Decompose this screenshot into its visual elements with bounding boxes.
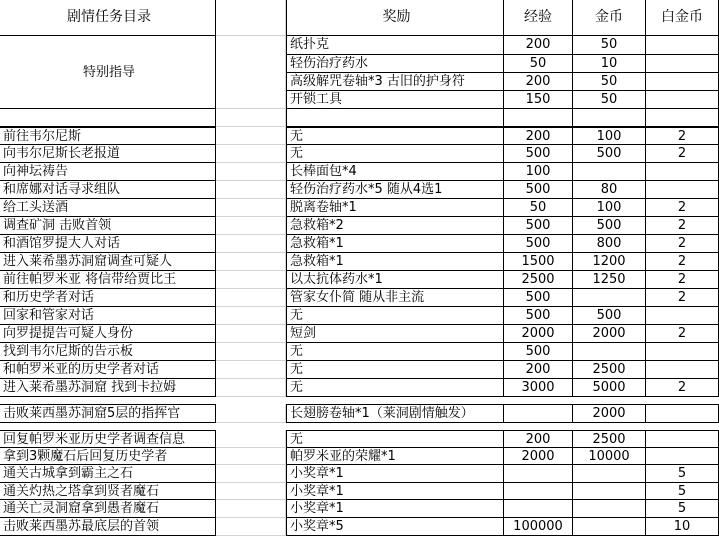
- platinum-cell[interactable]: 2: [646, 325, 719, 343]
- gold-cell[interactable]: [573, 289, 646, 307]
- platinum-cell[interactable]: 2: [646, 289, 719, 307]
- reward-cell[interactable]: 无: [286, 430, 504, 448]
- reward-cell[interactable]: 轻伤治疗药水*5 随从4选1: [286, 181, 504, 199]
- task-name-cell[interactable]: 进入莱希墨苏洞窟调查可疑人: [0, 253, 216, 271]
- platinum-cell[interactable]: 2: [646, 379, 719, 397]
- exp-cell[interactable]: 1500: [504, 253, 573, 271]
- empty-cell[interactable]: [216, 109, 286, 127]
- table-row: [0, 253, 719, 271]
- exp-cell[interactable]: 500: [504, 235, 573, 253]
- table-row: [0, 518, 719, 536]
- task-name-cell[interactable]: 前往帕罗米亚 将信带给贾比王: [0, 271, 216, 289]
- empty-cell[interactable]: [216, 217, 286, 235]
- platinum-cell[interactable]: 5: [646, 465, 719, 483]
- gold-cell[interactable]: 2500: [573, 430, 646, 448]
- empty-cell[interactable]: [504, 109, 573, 127]
- reward-cell[interactable]: 无: [286, 307, 504, 325]
- empty-cell[interactable]: [216, 127, 286, 145]
- table-row: [0, 163, 719, 181]
- table-row: [0, 307, 719, 325]
- table-row: [0, 217, 719, 235]
- platinum-cell[interactable]: 2: [646, 127, 719, 145]
- reward-cell[interactable]: 轻伤治疗药水: [286, 55, 504, 73]
- task-name-cell[interactable]: 和帕罗米亚的历史学者对话: [0, 361, 216, 379]
- task-name-cell[interactable]: 给工头送酒: [0, 199, 216, 217]
- reward-cell[interactable]: 无: [286, 361, 504, 379]
- platinum-cell[interactable]: [646, 181, 719, 199]
- reward-cell[interactable]: 急救箱*1: [286, 253, 504, 271]
- exp-cell[interactable]: 500: [504, 343, 573, 361]
- special-guidance-label[interactable]: 特别指导: [0, 36, 216, 109]
- empty-cell[interactable]: [573, 109, 646, 127]
- table-row: [0, 448, 719, 466]
- header-platinum[interactable]: 白金币: [646, 0, 719, 36]
- exp-cell[interactable]: [504, 483, 573, 501]
- empty-cell[interactable]: [216, 361, 286, 379]
- empty-cell[interactable]: [216, 235, 286, 253]
- platinum-cell[interactable]: 2: [646, 145, 719, 163]
- platinum-cell[interactable]: [646, 36, 719, 55]
- empty-cell[interactable]: [216, 379, 286, 397]
- task-name-cell[interactable]: 向韦尔尼斯长老报道: [0, 145, 216, 163]
- gold-cell[interactable]: 5000: [573, 379, 646, 397]
- platinum-cell[interactable]: [646, 163, 719, 181]
- exp-cell[interactable]: 500: [504, 181, 573, 199]
- empty-cell[interactable]: [646, 109, 719, 127]
- reward-cell[interactable]: 开锁工具: [286, 91, 504, 109]
- empty-cell[interactable]: [216, 271, 286, 289]
- platinum-cell[interactable]: 2: [646, 217, 719, 235]
- reward-cell[interactable]: 纸扑克: [286, 36, 504, 55]
- reward-cell[interactable]: 无: [286, 343, 504, 361]
- empty-cell[interactable]: [216, 163, 286, 181]
- exp-cell[interactable]: 50: [504, 55, 573, 73]
- platinum-cell[interactable]: [646, 430, 719, 448]
- exp-cell[interactable]: [504, 465, 573, 483]
- table-row: [0, 145, 719, 163]
- empty-cell[interactable]: [216, 145, 286, 163]
- task-name-cell[interactable]: 调查矿洞 击败首领: [0, 217, 216, 235]
- table-row: [0, 271, 719, 289]
- empty-cell[interactable]: [0, 109, 216, 127]
- table-row: [0, 379, 719, 397]
- empty-cell[interactable]: [216, 307, 286, 325]
- task-name-cell[interactable]: 拿到3颗魔石后回复历史学者: [0, 448, 216, 466]
- empty-cell[interactable]: [216, 199, 286, 217]
- exp-cell[interactable]: 100: [504, 163, 573, 181]
- reward-cell[interactable]: 管家女仆简 随从非主流: [286, 289, 504, 307]
- reward-cell[interactable]: 长翅膀卷轴*1（莱洞剧情触发）: [286, 404, 504, 423]
- reward-cell[interactable]: 无: [286, 379, 504, 397]
- task-name-cell[interactable]: 和酒馆罗提大人对话: [0, 235, 216, 253]
- exp-cell[interactable]: 150: [504, 91, 573, 109]
- platinum-cell[interactable]: 5: [646, 483, 719, 501]
- header-title[interactable]: 剧情任务目录: [0, 0, 216, 36]
- gold-cell[interactable]: 80: [573, 181, 646, 199]
- header-exp[interactable]: 经验: [504, 0, 573, 36]
- header-row: [0, 0, 719, 36]
- platinum-cell[interactable]: [646, 448, 719, 466]
- empty-cell[interactable]: [286, 109, 504, 127]
- gold-cell[interactable]: 500: [573, 307, 646, 325]
- gold-cell[interactable]: 1250: [573, 271, 646, 289]
- table-row: [0, 343, 719, 361]
- exp-cell[interactable]: 500: [504, 307, 573, 325]
- exp-cell[interactable]: 2000: [504, 448, 573, 466]
- exp-cell[interactable]: 500: [504, 289, 573, 307]
- table-row: [0, 483, 719, 501]
- task-name-cell[interactable]: 和历史学者对话: [0, 289, 216, 307]
- special-reward-row: [0, 73, 719, 91]
- platinum-cell[interactable]: [646, 73, 719, 91]
- empty-cell[interactable]: [216, 518, 286, 536]
- gold-cell[interactable]: 100: [573, 199, 646, 217]
- platinum-cell[interactable]: [646, 404, 719, 423]
- reward-cell[interactable]: 帕罗米亚的荣耀*1: [286, 448, 504, 466]
- task-name-cell[interactable]: 回复帕罗米亚历史学者调查信息: [0, 430, 216, 448]
- exp-cell[interactable]: 50: [504, 199, 573, 217]
- empty-cell[interactable]: [216, 430, 286, 448]
- task-name-cell[interactable]: 击败莱西墨苏最底层的首领: [0, 518, 216, 536]
- exp-cell[interactable]: 200: [504, 430, 573, 448]
- header-gold[interactable]: 金币: [573, 0, 646, 36]
- gold-cell[interactable]: 2500: [573, 361, 646, 379]
- reward-cell[interactable]: 小奖章*1: [286, 465, 504, 483]
- gold-cell[interactable]: 10: [573, 55, 646, 73]
- platinum-cell[interactable]: 5: [646, 500, 719, 518]
- task-name-cell[interactable]: 和席娜对话寻求组队: [0, 181, 216, 199]
- table-row: [0, 181, 719, 199]
- gold-cell[interactable]: 800: [573, 235, 646, 253]
- exp-cell[interactable]: 100000: [504, 518, 573, 536]
- exp-cell[interactable]: 200: [504, 36, 573, 55]
- empty-cell[interactable]: [216, 0, 286, 36]
- table-row: [0, 325, 719, 343]
- platinum-cell[interactable]: 2: [646, 253, 719, 271]
- gold-cell[interactable]: [573, 500, 646, 518]
- empty-cell[interactable]: [216, 325, 286, 343]
- platinum-cell[interactable]: 10: [646, 518, 719, 536]
- reward-cell[interactable]: 短剑: [286, 325, 504, 343]
- table-row: [0, 199, 719, 217]
- special-reward-row: [0, 55, 719, 73]
- platinum-cell[interactable]: [646, 361, 719, 379]
- empty-cell[interactable]: [216, 448, 286, 466]
- empty-cell[interactable]: [216, 289, 286, 307]
- gold-cell[interactable]: [573, 518, 646, 536]
- header-reward[interactable]: 奖励: [286, 0, 504, 36]
- reward-cell[interactable]: 脱离卷轴*1: [286, 199, 504, 217]
- exp-cell[interactable]: [504, 404, 573, 423]
- exp-cell[interactable]: 200: [504, 73, 573, 91]
- gold-cell[interactable]: 50: [573, 73, 646, 91]
- platinum-cell[interactable]: [646, 343, 719, 361]
- exp-cell[interactable]: 200: [504, 127, 573, 145]
- task-name-cell[interactable]: 进入莱希墨苏洞窟 找到卡拉姆: [0, 379, 216, 397]
- task-name-cell[interactable]: 回家和管家对话: [0, 307, 216, 325]
- table-row: [0, 127, 719, 145]
- exp-cell[interactable]: [504, 500, 573, 518]
- gold-cell[interactable]: 10000: [573, 448, 646, 466]
- exp-cell[interactable]: 200: [504, 361, 573, 379]
- empty-cell[interactable]: [216, 404, 286, 423]
- table-row: [0, 465, 719, 483]
- task-name-cell[interactable]: 通关古城拿到霸主之石: [0, 465, 216, 483]
- gold-cell[interactable]: 2000: [573, 325, 646, 343]
- gold-cell[interactable]: [573, 483, 646, 501]
- empty-cell[interactable]: [216, 343, 286, 361]
- gold-cell[interactable]: 500: [573, 145, 646, 163]
- task-name-cell[interactable]: 向罗提提告可疑人身份: [0, 325, 216, 343]
- task-name-cell[interactable]: 前往韦尔尼斯: [0, 127, 216, 145]
- reward-cell[interactable]: 无: [286, 145, 504, 163]
- task-name-cell[interactable]: 通关亡灵洞窟拿到愚者魔石: [0, 500, 216, 518]
- task-name-cell[interactable]: 找到韦尔尼斯的告示板: [0, 343, 216, 361]
- task-name-cell[interactable]: 向神坛祷告: [0, 163, 216, 181]
- gold-cell[interactable]: 2000: [573, 404, 646, 423]
- reward-cell[interactable]: 高级解咒卷轴*3 古旧的护身符: [286, 73, 504, 91]
- exp-cell[interactable]: 2500: [504, 271, 573, 289]
- task-name-cell[interactable]: 击败莱西墨苏洞窟5层的指挥官: [0, 404, 216, 423]
- gold-cell[interactable]: 100: [573, 127, 646, 145]
- table-row: [0, 361, 719, 379]
- gold-cell[interactable]: 500: [573, 217, 646, 235]
- gold-cell[interactable]: [573, 163, 646, 181]
- reward-cell[interactable]: 无: [286, 127, 504, 145]
- exp-cell[interactable]: 3000: [504, 379, 573, 397]
- reward-cell[interactable]: 小奖章*1: [286, 483, 504, 501]
- table-row: [0, 404, 719, 423]
- exp-cell[interactable]: 500: [504, 145, 573, 163]
- special-reward-row: [0, 91, 719, 109]
- reward-cell[interactable]: 长棒面包*4: [286, 163, 504, 181]
- spacer-row: [0, 109, 719, 127]
- gold-cell[interactable]: 50: [573, 36, 646, 55]
- gold-cell[interactable]: [573, 465, 646, 483]
- empty-cell[interactable]: [216, 465, 286, 483]
- empty-cell[interactable]: [216, 500, 286, 518]
- platinum-cell[interactable]: 2: [646, 199, 719, 217]
- table-row: [0, 500, 719, 518]
- exp-cell[interactable]: 500: [504, 217, 573, 235]
- table-row: [0, 235, 719, 253]
- gold-cell[interactable]: 1200: [573, 253, 646, 271]
- table-row: [0, 430, 719, 448]
- reward-cell[interactable]: 小奖章*5: [286, 518, 504, 536]
- empty-cell[interactable]: [216, 483, 286, 501]
- gold-cell[interactable]: [573, 343, 646, 361]
- platinum-cell[interactable]: [646, 91, 719, 109]
- reward-cell[interactable]: 以太抗体药水*1: [286, 271, 504, 289]
- empty-cell[interactable]: [216, 181, 286, 199]
- reward-cell[interactable]: 急救箱*1: [286, 235, 504, 253]
- reward-cell[interactable]: 急救箱*2: [286, 217, 504, 235]
- platinum-cell[interactable]: [646, 307, 719, 325]
- platinum-cell[interactable]: [646, 55, 719, 73]
- platinum-cell[interactable]: 2: [646, 235, 719, 253]
- task-name-cell[interactable]: 通关灼热之塔拿到贤者魔石: [0, 483, 216, 501]
- platinum-cell[interactable]: 2: [646, 271, 719, 289]
- table-row: [0, 289, 719, 307]
- special-reward-row: [0, 36, 719, 55]
- reward-cell[interactable]: 小奖章*1: [286, 500, 504, 518]
- exp-cell[interactable]: 2000: [504, 325, 573, 343]
- empty-cell[interactable]: [216, 253, 286, 271]
- gold-cell[interactable]: 50: [573, 91, 646, 109]
